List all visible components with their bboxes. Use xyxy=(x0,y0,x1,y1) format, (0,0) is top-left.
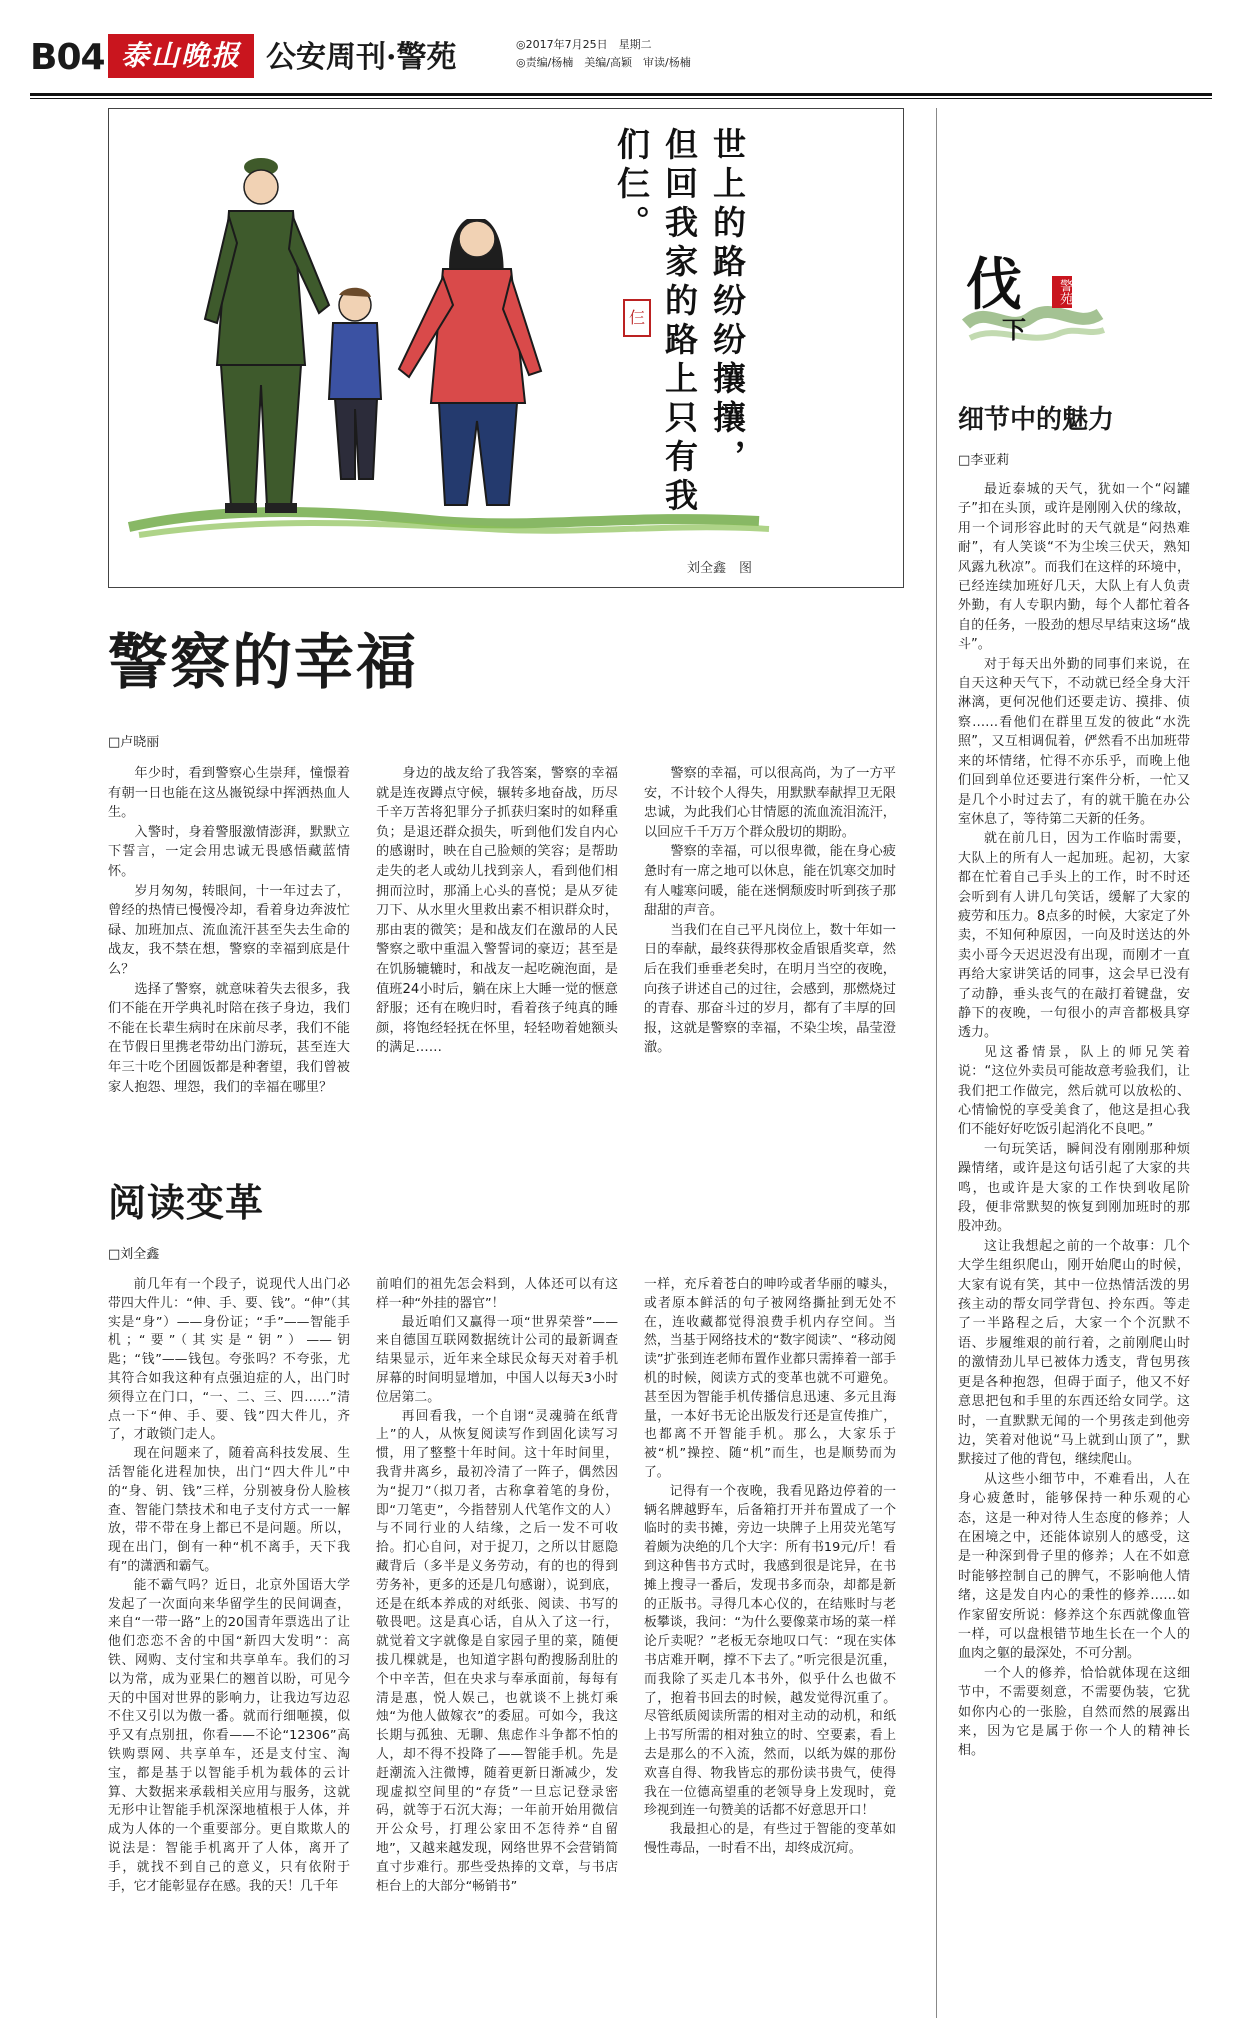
date-line: ◎2017年7月25日 星期二 xyxy=(516,38,652,51)
newspaper-logo: 泰山晚报 xyxy=(108,34,254,78)
article-1-title: 警察的幸福 xyxy=(108,628,418,698)
seal-stamp xyxy=(623,299,651,337)
paragraph: 现在问题来了，随着高科技发展、生活智能化进程加快，出门“四大件儿”中的“身、钥、钱”三样，分别被身份人脸核查、智能门禁技术和电子支付方式一一解放，带不带在身上都已不是问题。所以，现在出门，倒有一种“机不离手，天下我有”的潇洒和霸气。 xyxy=(108,1446,350,1574)
section-title: 公安周刊·警苑 xyxy=(266,40,457,75)
poem-column-1: 世上的路纷纷攘攘， xyxy=(708,127,747,478)
badge-main-char: 伐 xyxy=(966,252,1022,318)
header-rule-thin xyxy=(30,98,1212,99)
paragraph: 再回看我，一个自诩“灵魂骑在纸背上”的人，从恢复阅读写作到固化读写习惯，用了整整十年时间。这十年时间里，我背井离乡，最初冷清了一阵子，偶然因为“捉刀”（拟刀者，古称拿着笔的身份，即“刀笔吏”，今指替别人代笔作文的人）与不同行业的人结缘，之后一发不可收拾。扪心自问，对于捉刀，之所以甘愿隐藏背后（多半是义务劳动，有的也的得到劳务补，更多的还是几句感谢），说到底，还是在纸本养成的对纸张、阅读、书写的敬畏吧。这是真心话，自从入了这一行，就觉着文字就像是自家园子里的菜，随便拔几棵就是，也知道字斟句酌搜肠刮肚的个中辛苦，但在央求与奉承面前，每每有清是惠，悦人娱己，也就谈不上挑灯乘烛“为他人做嫁衣”的委屈。可如今，我这长期与孤独、无聊、焦虑作斗争都不怕的人，却不得不投降了——智能手机。先是赶潮流入注微博，随着更新日渐减少，发现虚拟空间里的“存货”一旦忘记登录密码，就等于石沉大海；一年前开始用微信开公众号，打理公家田不怎待养“自留地”，又越来越发现，网络世界不会营销简直寸步难行。那些受热捧的文章，与书店柜台上的大部分“畅销书” xyxy=(376,1408,618,1894)
paragraph: 从这些小细节中，不难看出，人在身心疲惫时，能够保持一种乐观的心态，这是一种对待人生态度的修养；人在困境之中，还能体谅别人的感受，这是一种深到骨子里的修养；人在不如意时能够控制自己的脾气，不影响他人情绪，这是发自内心的秉性的修养……如作家留安所说：修养这个东西就像血管一样，可以盘根错节地生长在一个人的血肉之躯的最深处，不可分割。 xyxy=(958,1471,1190,1662)
column-divider xyxy=(936,108,937,2018)
paragraph: 见这番情景，队上的师兄笑着说：“这位外卖员可能故意考验我们，让我们把工作做完，然后就可以放松的、心情愉悦的享受美食了，他这是担心我们不能好好吃饭引起消化不良吧。” xyxy=(958,1044,1190,1138)
paragraph: 最近泰城的天气，犹如一个“闷罐子”扣在头顶，或许是刚刚入伏的缘故，用一个词形容此时的天气就是“闷热难耐”，有人笑谈“不为尘埃三伏天，熟知风露九秋凉”。而我们在这样的环境中，已经连续加班好几天，大队上有人负责外勤，有人专职内勤，每个人都忙着各自的任务，一股劲的想尽早结束这场“战斗”。 xyxy=(958,482,1190,653)
paragraph: 警察的幸福，可以很卑微，能在身心疲惫时有一席之地可以休息，能在饥寒交加时有人嘘寒问暖，能在迷惘颓废时听到孩子那甜甜的声音。 xyxy=(644,844,896,919)
paragraph: 就在前几日，因为工作临时需要，大队上的所有人一起加班。起初，大家都在忙着自己手头上的工作，时不时还会听到有人讲几句笑话，缓解了大家的疲劳和压力。8点多的时候，大家定了外卖，不知何种原因，一向及时送达的外卖小哥今天迟迟没有出现，而刚才一直再给大家讲笑话的同事，这会早已没有了动静，垂头丧气的在敲打着键盘，安静下的夜晚，一句很小的声音都极具穿透力。 xyxy=(958,831,1190,1041)
article-2-title: 阅读变革 xyxy=(108,1180,265,1225)
paragraph: 这让我想起之前的一个故事：几个大学生组织爬山，刚开始爬山的时候，大家有说有笑，其中一位热情活泼的男孩主动的帮女同学背包、拎东西。等走了一半路程之后，大家一个个沉默不语、步履维艰的前行着，之前刚爬山时的激情劲儿早已被体力透支，背包男孩更是各种抱怨，但碍于面子，他又不好意思把包和手里的东西还给女同学。这时，一直默默无闻的一个男孩走到他旁边，笑着对他说“马上就到山顶了”，默默接过了他的背包，继续爬山。 xyxy=(958,1238,1190,1468)
paragraph: 一样，充斥着苍白的呻吟或者华丽的噱头，或者原本鲜活的句子被网络撕扯到无处不在，连收藏都觉得浪费手机内存空间。当然，当基于网络技术的“数字阅读”、“移动阅读”扩张到连老师布置作业都只需捧着一部手机的时候，阅读方式的变革也就不可避免。甚至因为智能手机传播信息迅速、多元且海量，一本好书无论出版发行还是宣传推广，也都离不开智能手机。那么，大家乐于被“机”操控、随“机”而生，也是顺势而为了。 xyxy=(644,1277,896,1480)
paragraph: 一个人的修养，恰恰就体现在这细节中，不需要刻意，不需要伪装，它犹如你内心的一张脸，自然而然的展露出来，因为它是属于你一个人的精神长相。 xyxy=(958,1665,1190,1759)
paragraph: 记得有一个夜晚，我看见路边停着的一辆名牌越野车，后备箱打开并布置成了一个临时的卖书摊，旁边一块牌子上用荧光笔写着颇为决绝的几个大字：所有书19元/斤！看到这种售书方式时，我感到很是诧异，在书摊上搜寻一番后，发现书多而杂，却都是新的正版书。寻得几本心仪的，在结账时与老板攀谈，我问：“为什么要像菜市场的菜一样论斤卖呢？”老板无奈地叹口气：“现在实体书店难开啊，撑不下去了。”听完很是沉重，而我除了买走几本书外，似乎什么也做不了，抱着书回去的时候，越发觉得沉重了。尽管纸质阅读所需的相对主动的动机，和纸上书写所需的相对独立的时、空要素，看上去是那么的不入流，然而，以纸为媒的那份欢喜自得、物我皆忘的那份读书贵气，使得我在一位德高望重的老领导身上发现时，竟珍视到连一句赞美的话都不好意思开口！ xyxy=(644,1483,896,1819)
article-3-byline: □李亚莉 xyxy=(958,453,1010,468)
paragraph: 入警时，身着警服激情澎湃，默默立下誓言，一定会用忠诚无畏感悟藏蓝情怀。 xyxy=(108,824,350,879)
poem-column-2: 但回我家的路上只有我 xyxy=(660,127,699,517)
paragraph: 岁月匆匆，转眼间，十一年过去了，曾经的热情已慢慢冷却，看着身边奔波忙碌、加班加点、流血流汗甚至失去生命的战友，我不禁在想，警察的幸福到底是什么？ xyxy=(108,883,350,977)
article-3-body xyxy=(958,480,1190,1761)
family-illustration xyxy=(108,108,904,588)
illustration-drawing xyxy=(109,109,903,587)
staff-line: ◎责编/杨楠 美编/高颖 审读/杨楠 xyxy=(516,56,691,69)
paragraph: 当我们在自己平凡岗位上，数十年如一日的奉献，最终获得那枚金盾银盾奖章，然后在我们垂垂老矣时，在明月当空的夜晚，向孩子讲述自己的过往，会感到，那燃烧过的青春、那奋斗过的岁月，都有了丰厚的回报，这就是警察的幸福，不染尘埃，晶莹澄澈。 xyxy=(644,922,896,1056)
paragraph: 对于每天出外勤的同事们来说，在自天这种天气下，不动就已经全身大汗淋漓，更何况他们还要走访、摸排、侦察……看他们在群里互发的彼此“水洗照”，又互相调侃着，俨然看不出加班带来的坏情绪，忙得不亦乐乎，而晚上他们回到单位还要进行案件分析，一忙又是几个小时过去了，有的就干脆在办公室休息了，等待第二天新的任务。 xyxy=(958,656,1190,827)
article-1-col-1 xyxy=(108,764,350,1097)
article-1-col-2 xyxy=(376,764,618,1058)
paragraph: 选择了警察，就意味着失去很多，我们不能在开学典礼时陪在孩子身边，我们不能在长辈生病时在床前尽孝，我们不能在节假日里携老带幼出门游玩，甚至连大年三十吃个团圆饭都是种奢望，我们曾被家人抱怨、埋怨，我们的幸福在哪里？ xyxy=(108,981,350,1095)
paragraph: 身边的战友给了我答案，警察的幸福就是连夜蹲点守候，辗转多地奋战，历尽千辛万苦将犯罪分子抓获归案时的如释重负；是退还群众损失，听到他们发自内心的感谢时，映在自己脸颊的笑容；是帮助走失的老人或幼儿找到亲人，看到他们相拥而泣时，那涌上心头的喜悦；是从歹徒刀下、从水里火里救出素不相识群众时，那由衷的微笑；是和战友们在激昂的人民警察之歌中重温入警誓词的豪迈；甚至是在饥肠辘辘时，和战友一起吃碗泡面，是值班24小时后，躺在床上大睡一觉的惬意舒服；还有在晚归时，看着孩子纯真的睡颜，将饱经轻抚在怀里，轻轻吻着她额头的满足…… xyxy=(376,766,618,1056)
seal-text: 仨 xyxy=(628,308,645,327)
paragraph: 警察的幸福，可以很高尚，为了一方平安，不计较个人得失，用默默奉献捍卫无限忠诚，为此我们心甘情愿的流血流泪流汗，以回应千千万万个群众殷切的期盼。 xyxy=(644,766,896,840)
paragraph: 最近咱们又赢得一项“世界荣誉”——来自德国互联网数据统计公司的最新调查结果显示，近年来全球民众每天对着手机屏幕的时间明显增加，中国人以每天3小时位居第二。 xyxy=(376,1314,618,1405)
article-3-title: 细节中的魅力 xyxy=(958,405,1115,435)
page-code: B04 xyxy=(30,37,105,78)
article-2-byline: □刘全鑫 xyxy=(108,1247,160,1262)
badge-tag: 警苑 xyxy=(1052,276,1072,308)
paragraph: 一句玩笑话，瞬间没有刚刚那种烦躁情绪，或许是这句话引起了大家的共鸣，也或许是大家的工作快到收尾阶段，便非常默契的恢复到刚加班时的那股冲劲。 xyxy=(958,1141,1190,1235)
header-meta xyxy=(516,36,691,72)
paragraph: 前咱们的祖先怎会料到，人体还可以有这样一种“外挂的器官”！ xyxy=(376,1277,618,1311)
article-2-col-1 xyxy=(108,1276,350,1896)
article-2-col-3 xyxy=(644,1276,896,1859)
article-1-col-3 xyxy=(644,764,896,1058)
paragraph: 前几年有一个段子，说现代人出门必带四大件儿：“伸、手、要、钱”。“伸”（其实是“身”）——身份证；“手”——智能手机；“要”（其实是“钥”）——钥匙；“钱”——钱包。夸张吗？不夸张，尤其符合如我这种有点强迫症的人，出门时须得立在门口，“一、二、三、四……”清点一下“伸、手、要、钱”四大件儿，齐了，才敢锁门走人。 xyxy=(108,1277,350,1443)
illustration-credit: 刘全鑫 图 xyxy=(687,561,753,576)
badge-small-char: 下 xyxy=(1002,315,1026,344)
paragraph: 我最担心的是，有些过于智能的变革如慢性毒品，一时看不出，却终成沉疴。 xyxy=(644,1822,896,1856)
column-badge xyxy=(958,254,1108,358)
paragraph: 年少时，看到警察心生崇拜，憧憬着有朝一日也能在这丛嶶锐绿中挥洒热血人生。 xyxy=(108,766,350,821)
poem-column-3: 们仨。 xyxy=(612,127,651,244)
article-1-byline: □卢晓丽 xyxy=(108,735,160,750)
article-2-col-2 xyxy=(376,1276,618,1896)
header-rule xyxy=(30,93,1212,96)
paragraph: 能不霸气吗？近日，北京外国语大学发起了一次面向来华留学生的民间调查，来自“一带一路”上的20国青年票选出了让他们恋恋不舍的中国“新四大发明”：高铁、网购、支付宝和共享单车。我们的习以为常，成为亚果仁的翘首以盼，可见今天的中国对世界的影响力，让我边写边忍不住又引以为傲一番。就而行细咂摸，似乎又有点别扭，你看——不论“12306”高铁购票网、共享单车，还是支付宝、淘宝，都是基于以智能手机为载体的云计算、大数据来承载相关应用与服务，这就无形中让智能手机深深地植根于人体，并成为人体的一个重要部分。更自欺欺人的说法是：智能手机离开了人体，离开了手，就找不到自己的意义，只有依附于手，它才能彰显存在感。我的天！几千年 xyxy=(108,1577,350,1894)
